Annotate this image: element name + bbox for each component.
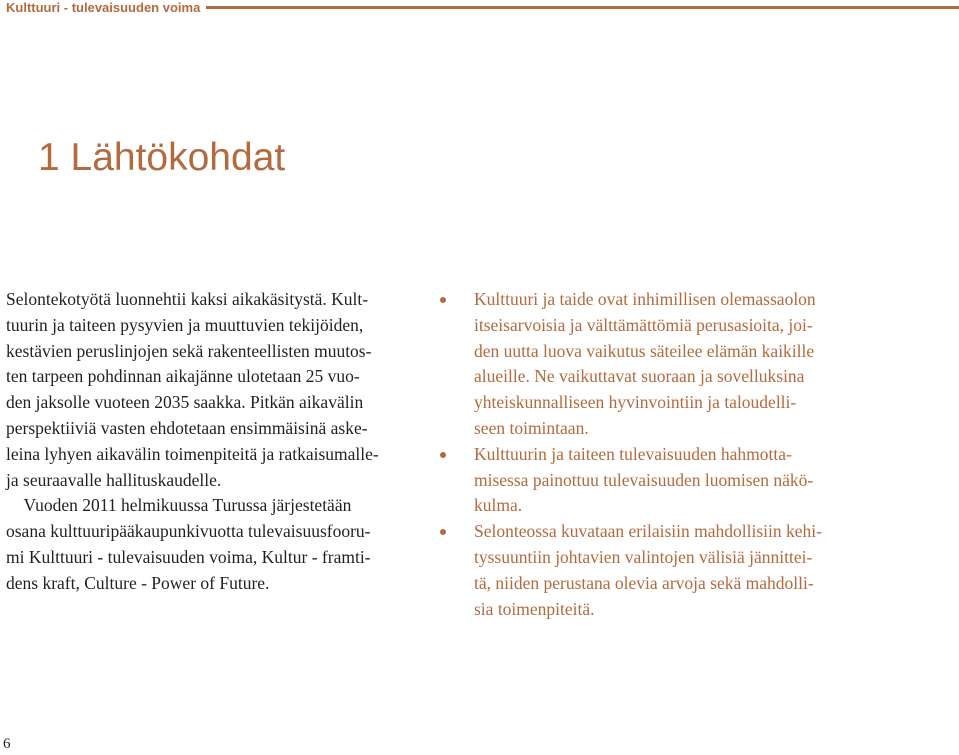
- body-line: den jaksolle vuoteen 2035 saakka. Pitkän aikavälin: [6, 392, 364, 413]
- bullet-icon: [440, 297, 446, 303]
- body-line: ja seuraavalle hallituskaudelle.: [6, 469, 222, 490]
- bullet-line: alueille. Ne vaikuttavat suoraan ja sovelluksina: [474, 366, 805, 387]
- bullet-item: [436, 442, 876, 519]
- bullet-icon: [440, 452, 446, 458]
- body-line: perspektiiviä vasten ehdotetaan ensimmäisinä aske-: [6, 417, 368, 438]
- body-line: mi Kulttuuri - tulevaisuuden voima, Kultur - framti-: [6, 546, 371, 567]
- left-column: [6, 287, 416, 597]
- body-line: kestävien peruslinjojen sekä rakenteellisten muutos-: [6, 340, 372, 361]
- header-rule: [206, 6, 959, 9]
- bullet-line: den uutta luova vaikutus säteilee elämän kaikille: [474, 340, 815, 361]
- chapter-title: 1 Lähtökohdat: [38, 136, 286, 179]
- page-number: 6: [3, 736, 11, 752]
- bullet-item: [436, 287, 876, 442]
- bullet-line: tä, niiden perustana olevia arvoja sekä mahdolli-: [474, 572, 814, 593]
- bullet-line: itseisarvoisia ja välttämättömiä perusasioita, joi-: [474, 314, 813, 335]
- bullet-item: [436, 519, 876, 622]
- body-line: tuurin ja taiteen pysyvien ja muuttuvien tekijöiden,: [6, 314, 364, 335]
- bullet-line: yhteiskunnalliseen hyvinvointiin ja taloudelli-: [474, 392, 797, 413]
- bullet-line: Kulttuurin ja taiteen tulevaisuuden hahmotta-: [474, 443, 792, 464]
- body-line: dens kraft, Culture - Power of Future.: [6, 572, 270, 593]
- running-head: Kulttuuri - tulevaisuuden voima: [6, 0, 201, 15]
- bullet-line: kulma.: [474, 495, 523, 516]
- body-line: leina lyhyen aikavälin toimenpiteitä ja ratkaisumalle-: [6, 443, 379, 464]
- bullet-line: Selonteossa kuvataan erilaisiin mahdollisiin kehi-: [474, 521, 822, 542]
- body-line: Selontekotyötä luonnehtii kaksi aikakäsitystä. Kult-: [6, 289, 369, 309]
- bullet-line: seen toimintaan.: [474, 417, 589, 438]
- body-line: Vuoden 2011 helmikuussa Turussa järjestetään: [6, 495, 352, 516]
- bullet-line: Kulttuuri ja taide ovat inhimillisen olemassaolon: [474, 289, 816, 309]
- bullet-line: tyssuuntiin johtavien valintojen välisiä jännittei-: [474, 546, 813, 567]
- bullet-line: sia toimenpiteitä.: [474, 598, 595, 619]
- bullet-list: [436, 287, 876, 622]
- body-line: ten tarpeen pohdinnan aikajänne ulotetaan 25 vuo-: [6, 366, 360, 387]
- bullet-icon: [440, 529, 446, 535]
- body-line: osana kulttuuripääkaupunkivuotta tulevaisuusfooru-: [6, 521, 371, 542]
- bullet-line: misessa painottuu tulevaisuuden luomisen näkö-: [474, 469, 814, 490]
